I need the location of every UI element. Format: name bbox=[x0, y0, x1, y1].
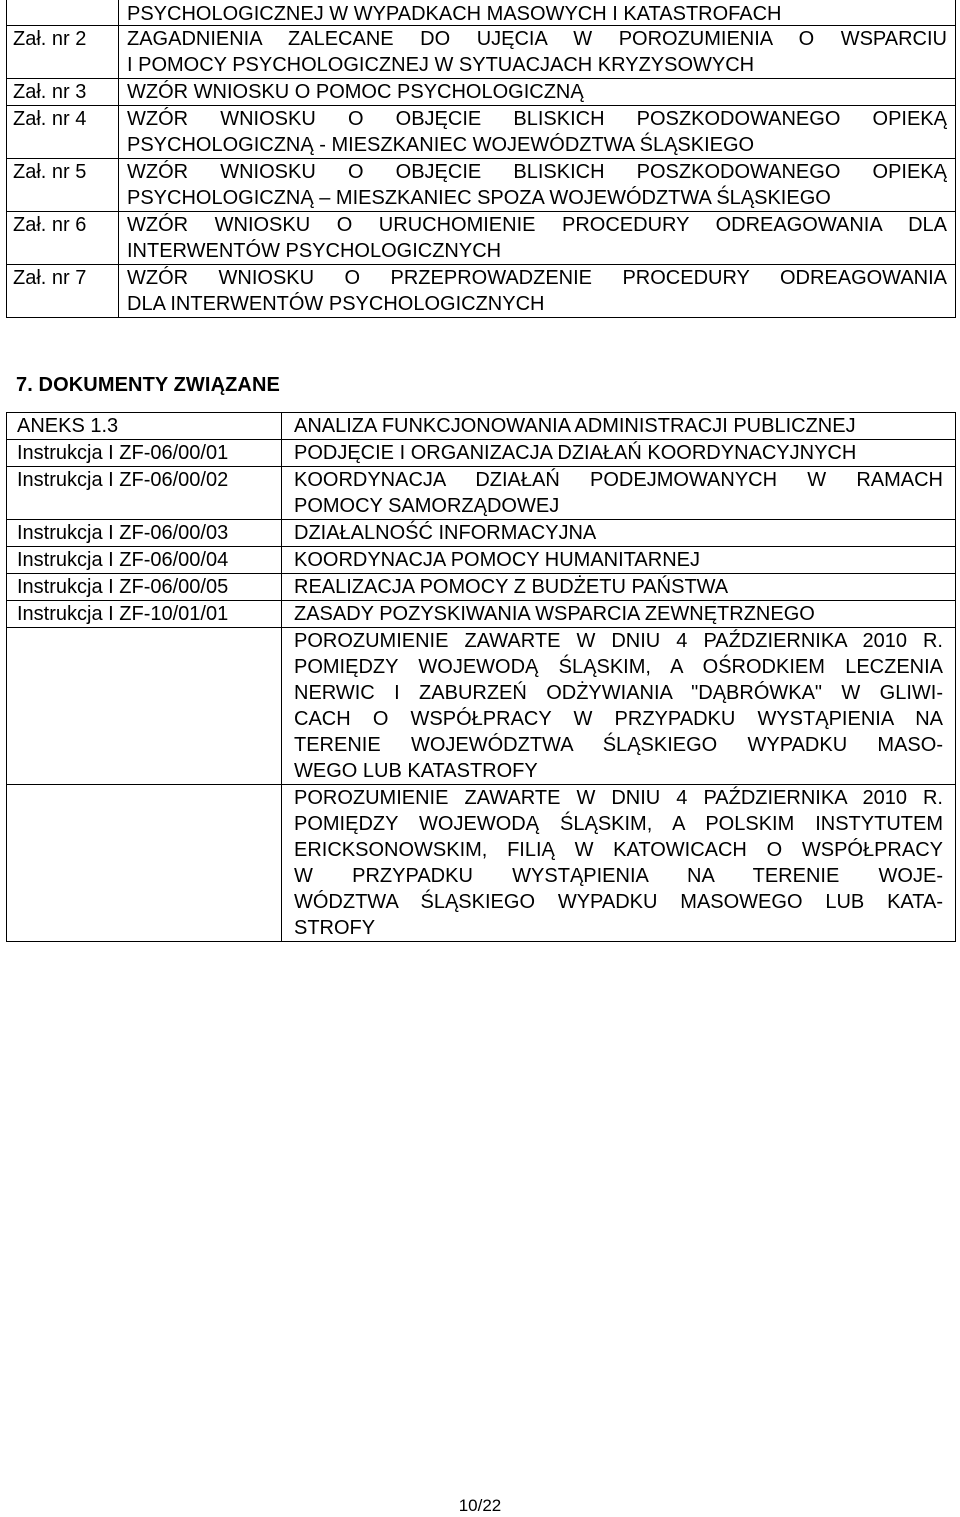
attachment-title bbox=[119, 265, 956, 318]
document-title bbox=[282, 520, 956, 547]
attachment-number: Zał. nr 2 bbox=[7, 26, 119, 79]
document-title bbox=[282, 785, 956, 942]
attachment-row bbox=[7, 79, 956, 106]
document-title-line: CACH O WSPÓŁPRACY W PRZYPADKU WYSTĄPIENIA NA bbox=[294, 708, 943, 730]
page-number: 10/22 bbox=[458, 1496, 502, 1515]
related-documents-table bbox=[6, 412, 956, 942]
attachment-title bbox=[119, 26, 956, 79]
document-title-line: TERENIE WOJEWÓDZTWA ŚLĄSKIEGO WYPADKU MASO- bbox=[294, 734, 943, 756]
attachment-row bbox=[7, 0, 956, 26]
document-title bbox=[282, 440, 956, 467]
attachment-title-line: INTERWENTÓW PSYCHOLOGICZNYCH bbox=[127, 240, 502, 262]
attachment-title-line: WZÓR WNIOSKU O URUCHOMIENIE PROCEDURY ODREAGOWANIA DLA bbox=[127, 214, 947, 236]
document-title-line: W PRZYPADKU WYSTĄPIENIA NA TERENIE WOJE- bbox=[294, 865, 943, 887]
attachment-number: Zał. nr 7 bbox=[7, 265, 119, 318]
document-row bbox=[7, 574, 956, 601]
document-title-line: NERWIC I ZABURZEŃ ODŻYWIANIA "DĄBRÓWKA" W GLIWI- bbox=[294, 682, 943, 704]
attachment-title-line: PSYCHOLOGICZNEJ W WYPADKACH MASOWYCH I KATASTROFACH bbox=[127, 3, 782, 25]
document-id: Instrukcja I ZF-10/01/01 bbox=[7, 601, 282, 628]
document-title-line: POMIĘDZY WOJEWODĄ ŚLĄSKIM, A OŚRODKIEM LECZENIA bbox=[294, 656, 943, 678]
document-title-line: POMOCY SAMORZĄDOWEJ bbox=[294, 495, 560, 517]
section-heading: 7. DOKUMENTY ZWIĄZANE bbox=[16, 374, 280, 396]
attachment-row bbox=[7, 159, 956, 212]
document-title-line: ERICKSONOWSKIM, FILIĄ W KATOWICACH O WSPÓŁPRACY bbox=[294, 839, 943, 861]
document-id: Instrukcja I ZF-06/00/03 bbox=[7, 520, 282, 547]
document-title-line: ANALIZA FUNKCJONOWANIA ADMINISTRACJI PUBLICZNEJ bbox=[294, 415, 856, 437]
attachment-number: Zał. nr 6 bbox=[7, 212, 119, 265]
document-row bbox=[7, 413, 956, 440]
document-title-line: STROFY bbox=[294, 917, 376, 939]
attachment-title-line: WZÓR WNIOSKU O POMOC PSYCHOLOGICZNĄ bbox=[127, 81, 584, 103]
document-id: Instrukcja I ZF-06/00/05 bbox=[7, 574, 282, 601]
document-title-line: POMIĘDZY WOJEWODĄ ŚLĄSKIM, A POLSKIM INSTYTUTEM bbox=[294, 813, 943, 835]
document-title-line: KOORDYNACJA POMOCY HUMANITARNEJ bbox=[294, 549, 700, 571]
document-title bbox=[282, 574, 956, 601]
attachment-title-line: WZÓR WNIOSKU O OBJĘCIE BLISKICH POSZKODOWANEGO OPIEKĄ bbox=[127, 161, 947, 183]
document-row bbox=[7, 520, 956, 547]
document-id: Instrukcja I ZF-06/00/04 bbox=[7, 547, 282, 574]
document-id bbox=[7, 628, 282, 785]
document-id: Instrukcja I ZF-06/00/02 bbox=[7, 467, 282, 520]
attachment-title-line: PSYCHOLOGICZNĄ – MIESZKANIEC SPOZA WOJEWÓDZTWA ŚLĄSKIEGO bbox=[127, 187, 831, 209]
document-title-line: DZIAŁALNOŚĆ INFORMACYJNA bbox=[294, 522, 597, 544]
attachment-number: Zał. nr 5 bbox=[7, 159, 119, 212]
document-title bbox=[282, 547, 956, 574]
document-title-line: WEGO LUB KATASTROFY bbox=[294, 760, 538, 782]
attachment-title bbox=[119, 79, 956, 106]
attachment-title bbox=[119, 106, 956, 159]
document-title-line: ZASADY POZYSKIWANIA WSPARCIA ZEWNĘTRZNEGO bbox=[294, 603, 815, 625]
attachment-number: Zał. nr 4 bbox=[7, 106, 119, 159]
document-row bbox=[7, 628, 956, 785]
attachment-row bbox=[7, 212, 956, 265]
document-title-line: PODJĘCIE I ORGANIZACJA DZIAŁAŃ KOORDYNACYJNYCH bbox=[294, 442, 857, 464]
document-row bbox=[7, 601, 956, 628]
document-id bbox=[7, 785, 282, 942]
attachment-title-line: WZÓR WNIOSKU O PRZEPROWADZENIE PROCEDURY ODREAGOWANIA bbox=[127, 267, 947, 289]
document-title bbox=[282, 413, 956, 440]
attachments-table bbox=[6, 0, 956, 318]
document-row bbox=[7, 785, 956, 942]
document-title-line: POROZUMIENIE ZAWARTE W DNIU 4 PAŹDZIERNIKA 2010 R. bbox=[294, 630, 943, 652]
document-title bbox=[282, 628, 956, 785]
document-row bbox=[7, 440, 956, 467]
document-title-line: WÓDZTWA ŚLĄSKIEGO WYPADKU MASOWEGO LUB KATA- bbox=[294, 891, 943, 913]
attachment-title-line: DLA INTERWENTÓW PSYCHOLOGICZNYCH bbox=[127, 293, 545, 315]
attachment-title-line: WZÓR WNIOSKU O OBJĘCIE BLISKICH POSZKODOWANEGO OPIEKĄ bbox=[127, 108, 947, 130]
attachment-title bbox=[119, 212, 956, 265]
document-id: ANEKS 1.3 bbox=[7, 413, 282, 440]
attachment-row bbox=[7, 26, 956, 79]
attachment-title bbox=[119, 159, 956, 212]
document-title bbox=[282, 601, 956, 628]
document-title-line: KOORDYNACJA DZIAŁAŃ PODEJMOWANYCH W RAMACH bbox=[294, 469, 943, 491]
document-row bbox=[7, 547, 956, 574]
attachment-number: Zał. nr 3 bbox=[7, 79, 119, 106]
document-title bbox=[282, 467, 956, 520]
attachment-title bbox=[119, 0, 956, 26]
attachment-title-line: ZAGADNIENIA ZALECANE DO UJĘCIA W POROZUMIENIA O WSPARCIU bbox=[127, 28, 947, 50]
document-title-line: POROZUMIENIE ZAWARTE W DNIU 4 PAŹDZIERNIKA 2010 R. bbox=[294, 787, 943, 809]
attachment-row bbox=[7, 265, 956, 318]
document-title-line: REALIZACJA POMOCY Z BUDŻETU PAŃSTWA bbox=[294, 576, 729, 598]
document-row bbox=[7, 467, 956, 520]
attachment-title-line: I POMOCY PSYCHOLOGICZNEJ W SYTUACJACH KRYZYSOWYCH bbox=[127, 54, 755, 76]
attachment-title-line: PSYCHOLOGICZNĄ - MIESZKANIEC WOJEWÓDZTWA ŚLĄSKIEGO bbox=[127, 134, 755, 156]
attachment-number bbox=[7, 0, 119, 26]
attachment-row bbox=[7, 106, 956, 159]
document-id: Instrukcja I ZF-06/00/01 bbox=[7, 440, 282, 467]
